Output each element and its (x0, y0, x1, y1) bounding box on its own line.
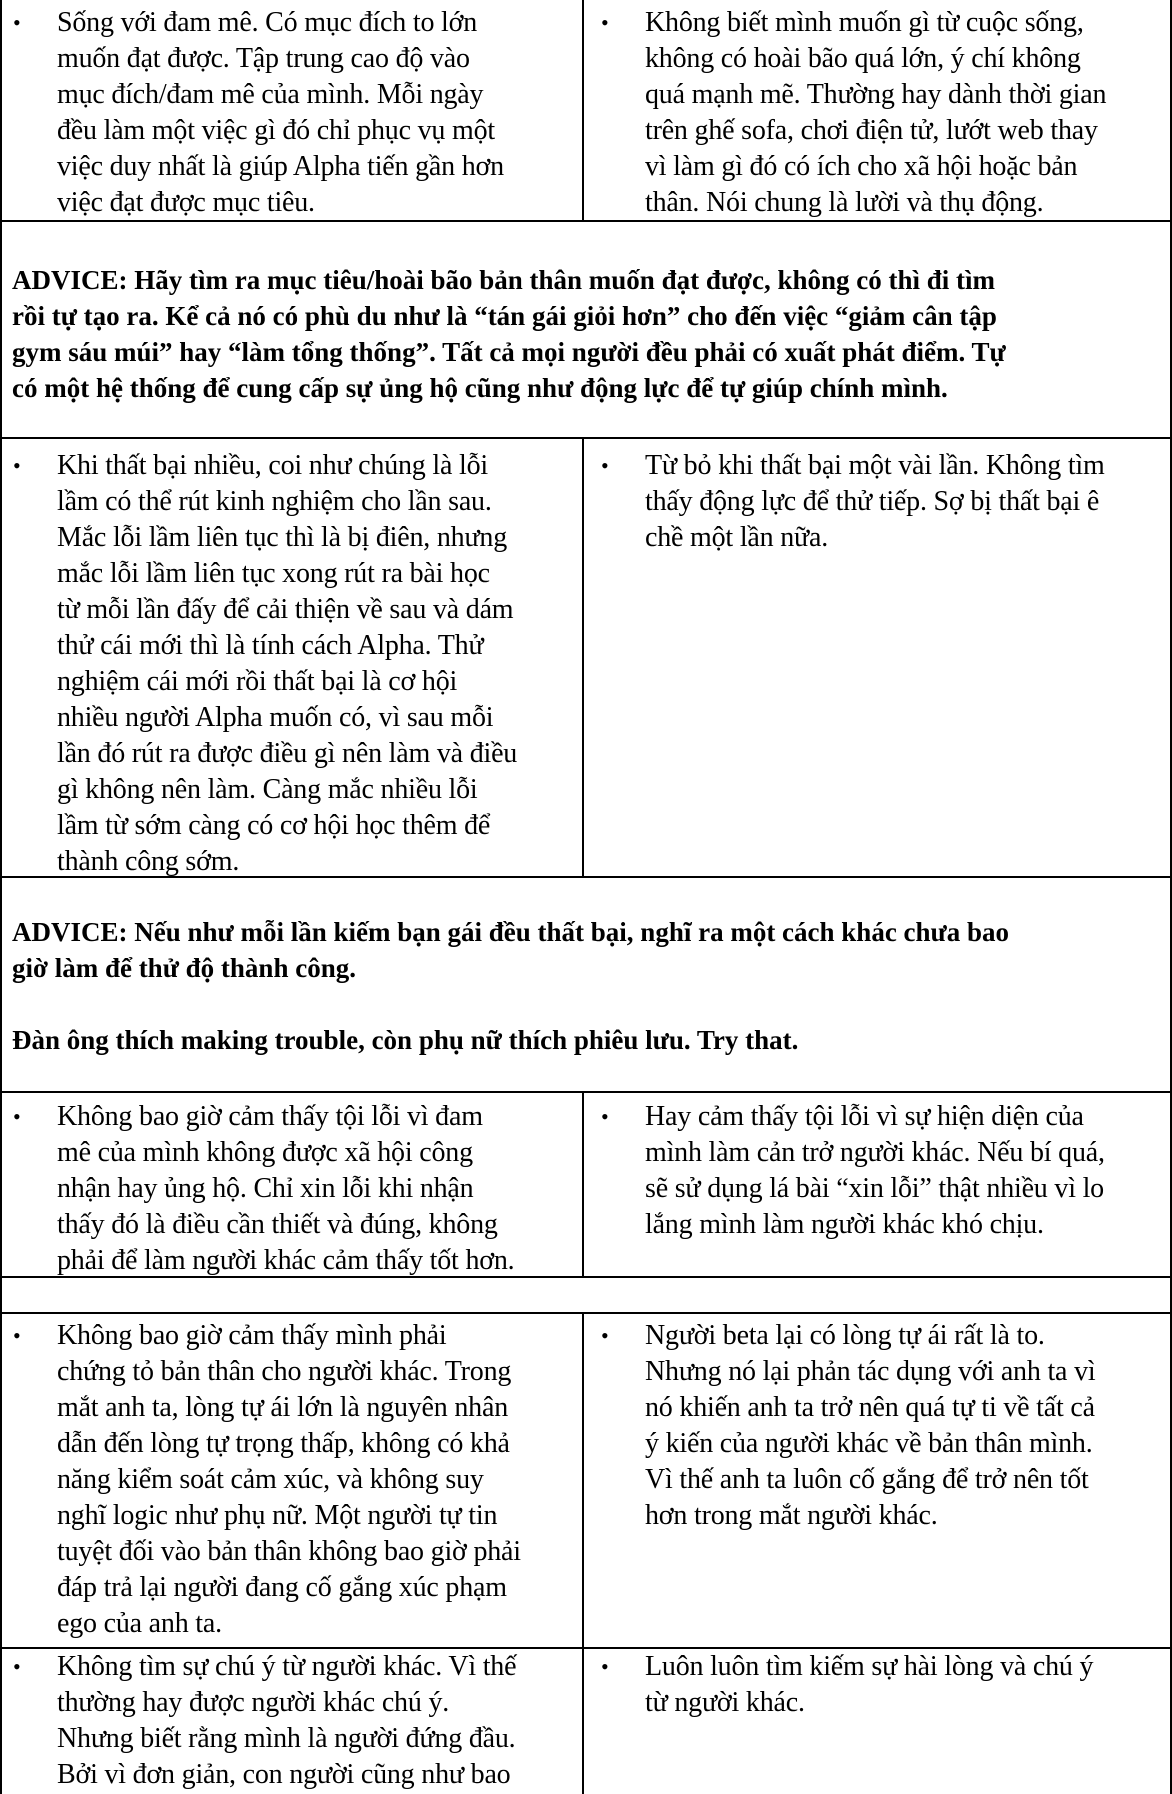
text-line: ego của anh ta. (57, 1608, 222, 1639)
text-line: lầm có thể rút kinh nghiệm cho lần sau. (57, 486, 492, 517)
bullet-icon: • (13, 10, 21, 35)
comparison-row (0, 437, 1172, 877)
alpha-text (57, 448, 571, 880)
text-line: nhiều người Alpha muốn có, vì sau mỗi (57, 702, 494, 733)
alpha-text (57, 1099, 571, 1279)
text-line: năng kiểm soát cảm xúc, và không suy (57, 1464, 484, 1495)
comparison-row (0, 1312, 1172, 1648)
advice-text (12, 914, 1162, 1058)
bullet-icon: • (601, 10, 609, 35)
beta-text (645, 448, 1163, 556)
text-line: Không tìm sự chú ý từ người khác. Vì thế (57, 1651, 517, 1682)
text-line: Vì thế anh ta luôn cố gắng để trở nên tốt (645, 1464, 1089, 1495)
text-line: thành công sớm. (57, 846, 240, 877)
text-line: mình làm cản trở người khác. Nếu bí quá, (645, 1137, 1105, 1168)
comparison-row (0, 1091, 1172, 1277)
column-divider (582, 439, 584, 877)
text-line: nhận hay ủng hộ. Chỉ xin lỗi khi nhận (57, 1173, 474, 1204)
text-line: hơn trong mắt người khác. (645, 1500, 938, 1531)
text-line: việc đạt được mục tiêu. (57, 187, 315, 218)
text-line: Luôn luôn tìm kiếm sự hài lòng và chú ý (645, 1651, 1094, 1682)
comparison-row (0, 0, 1172, 222)
text-line: quá mạnh mẽ. Thường hay dành thời gian (645, 79, 1107, 110)
text-line: Hay cảm thấy tội lỗi vì sự hiện diện của (645, 1101, 1084, 1132)
text-line: Không biết mình muốn gì từ cuộc sống, (645, 7, 1084, 38)
text-line: chứng tỏ bản thân cho người khác. Trong (57, 1356, 512, 1387)
text-line: chề một lần nữa. (645, 522, 829, 553)
text-line: ý kiến của người khác về bản thân mình. (645, 1428, 1093, 1459)
beta-text (645, 1099, 1163, 1243)
alpha-text (57, 1649, 571, 1793)
text-line: Sống với đam mê. Có mục đích to lớn (57, 7, 478, 38)
alpha-text (57, 1318, 571, 1642)
beta-text (645, 1318, 1163, 1534)
text-line: Bởi vì đơn giản, con người cũng như bao (57, 1759, 511, 1790)
advice-line (12, 986, 1162, 1022)
text-line: nghĩ logic như phụ nữ. Một người tự tin (57, 1500, 498, 1531)
text-line: từ người khác. (645, 1687, 805, 1718)
text-line: nó khiến anh ta trở nên quá tự ti về tất cả (645, 1392, 1095, 1423)
text-line: thấy đó là điều cần thiết và đúng, không (57, 1209, 498, 1240)
text-line: Không bao giờ cảm thấy mình phải (57, 1320, 447, 1351)
text-line: Không bao giờ cảm thấy tội lỗi vì đam (57, 1101, 483, 1132)
text-line: nghiệm cái mới rồi thất bại là cơ hội (57, 666, 458, 697)
text-line: mắc lỗi lầm liên tục xong rút ra bài học (57, 558, 490, 589)
text-line: Nhưng biết rằng mình là người đứng đầu. (57, 1723, 516, 1754)
text-line: lầm từ sớm càng có cơ hội học thêm để (57, 810, 491, 841)
beta-text (645, 5, 1163, 221)
beta-text (645, 1649, 1163, 1721)
text-line: trên ghế sofa, chơi điện tử, lướt web thay (645, 115, 1098, 146)
column-divider (582, 0, 584, 222)
text-line: lắng mình làm người khác khó chịu. (645, 1209, 1044, 1240)
text-line: Khi thất bại nhiều, coi như chúng là lỗi (57, 450, 488, 481)
advice-line: giờ làm để thử độ thành công. (12, 953, 356, 983)
text-line: Mắc lỗi lầm liên tục thì là bị điên, nhưng (57, 522, 508, 553)
text-line: không có hoài bão quá lớn, ý chí không (645, 43, 1081, 74)
text-line: mê của mình không được xã hội công (57, 1137, 473, 1168)
bullet-icon: • (13, 1104, 21, 1129)
column-divider (582, 1093, 584, 1277)
spacer-row (0, 1276, 1172, 1313)
text-line: sẽ sử dụng lá bài “xin lỗi” thật nhiều vì lo (645, 1173, 1104, 1204)
text-line: từ mỗi lần đấy để cải thiện về sau và dám (57, 594, 514, 625)
advice-row (0, 876, 1172, 1092)
text-line: thân. Nói chung là lười và thụ động. (645, 187, 1044, 218)
text-line: thử cái mới thì là tính cách Alpha. Thử (57, 630, 484, 661)
comparison-row (0, 1647, 1172, 1794)
advice-line: ADVICE: Hãy tìm ra mục tiêu/hoài bão bản thân muốn đạt được, không có thì đi tìm (12, 265, 996, 295)
bullet-icon: • (601, 453, 609, 478)
text-line: dẫn đến lòng tự trọng thấp, không có khả (57, 1428, 510, 1459)
bullet-icon: • (13, 1323, 21, 1348)
bullet-icon: • (601, 1654, 609, 1679)
text-line: đáp trả lại người đang cố gắng xúc phạm (57, 1572, 507, 1603)
advice-line: gym sáu múi” hay “làm tổng thống”. Tất cả mọi người đều phải có xuất phát điểm. Tự (12, 337, 1006, 367)
alpha-text (57, 5, 571, 221)
bullet-icon: • (601, 1104, 609, 1129)
advice-text (12, 262, 1162, 406)
text-line: mục đích/đam mê của mình. Mỗi ngày (57, 79, 484, 110)
bullet-icon: • (601, 1323, 609, 1348)
text-line: đều làm một việc gì đó chỉ phục vụ một (57, 115, 495, 146)
text-line: vì làm gì đó có ích cho xã hội hoặc bản (645, 151, 1078, 182)
text-line: tuyệt đối vào bản thân không bao giờ phải (57, 1536, 521, 1567)
text-line: mắt anh ta, lòng tự ái lớn là nguyên nhân (57, 1392, 509, 1423)
advice-line: Đàn ông thích making trouble, còn phụ nữ thích phiêu lưu. Try that. (12, 1025, 799, 1055)
text-line: muốn đạt được. Tập trung cao độ vào (57, 43, 470, 74)
advice-row (0, 220, 1172, 438)
column-divider (582, 1649, 584, 1794)
text-line: Người beta lại có lòng tự ái rất là to. (645, 1320, 1045, 1351)
text-line: lần đó rút ra được điều gì nên làm và điều (57, 738, 518, 769)
column-divider (582, 1314, 584, 1648)
advice-line: có một hệ thống để cung cấp sự ủng hộ cũng như động lực để tự giúp chính mình. (12, 373, 948, 403)
text-line: Nhưng nó lại phản tác dụng với anh ta vì (645, 1356, 1096, 1387)
advice-line: ADVICE: Nếu như mỗi lần kiếm bạn gái đều thất bại, nghĩ ra một cách khác chưa bao (12, 917, 1010, 947)
bullet-icon: • (13, 1654, 21, 1679)
text-line: phải để làm người khác cảm thấy tốt hơn. (57, 1245, 515, 1276)
advice-line: rồi tự tạo ra. Kể cả nó có phù du như là “tán gái giỏi hơn” cho đến việc “giảm cân tập (12, 301, 997, 331)
text-line: thấy động lực để thử tiếp. Sợ bị thất bại ê (645, 486, 1100, 517)
text-line: gì không nên làm. Càng mắc nhiều lỗi (57, 774, 478, 805)
text-line: Từ bỏ khi thất bại một vài lần. Không tìm (645, 450, 1105, 481)
text-line: thường hay được người khác chú ý. (57, 1687, 450, 1718)
bullet-icon: • (13, 453, 21, 478)
text-line: việc duy nhất là giúp Alpha tiến gần hơn (57, 151, 504, 182)
